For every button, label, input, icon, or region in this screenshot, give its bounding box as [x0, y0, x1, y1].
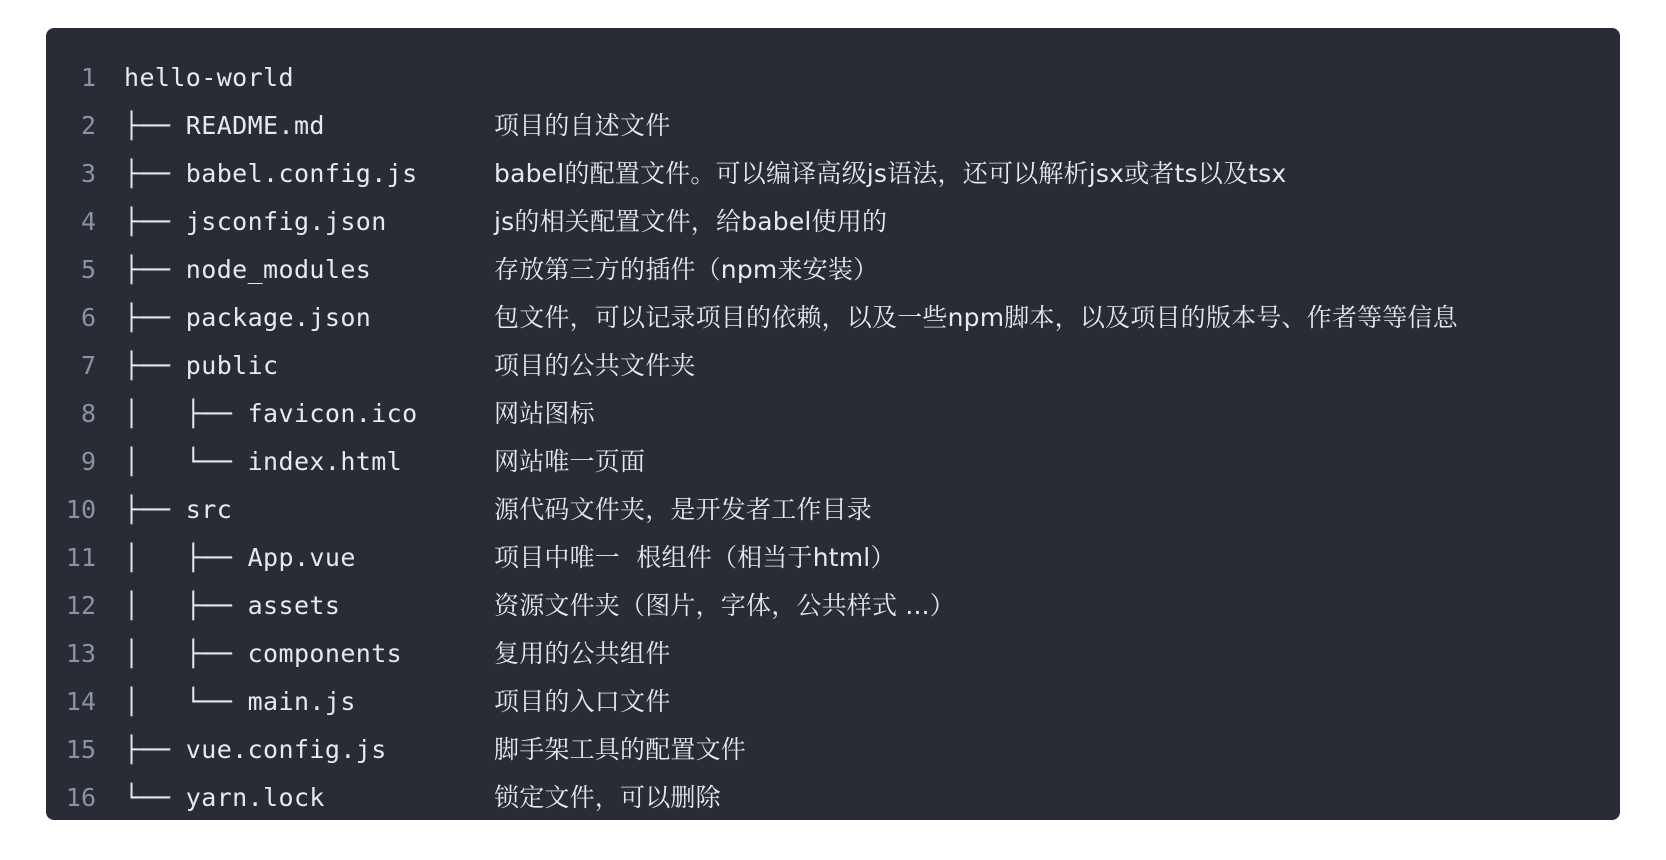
tree-entry-description: 脚手架工具的配置文件 — [494, 735, 747, 764]
code-line — [46, 630, 1620, 678]
tree-entry: │ └── index.html — [124, 447, 403, 476]
tree-entry-description: babel的配置文件。可以编译高级js语法，还可以解析jsx或者ts以及tsx — [494, 159, 1287, 188]
tree-entry: ├── README.md — [124, 111, 325, 140]
line-number: 15 — [65, 735, 96, 764]
tree-entry-description: 锁定文件，可以删除 — [494, 783, 721, 812]
line-number: 8 — [80, 399, 96, 428]
line-number: 14 — [65, 687, 96, 716]
tree-entry-description: 项目的自述文件 — [494, 111, 671, 140]
code-line — [46, 678, 1620, 726]
code-line — [46, 294, 1620, 342]
code-line — [46, 774, 1620, 820]
tree-entry: ├── package.json — [124, 303, 372, 332]
tree-entry: │ ├── assets — [124, 591, 341, 620]
line-number: 5 — [80, 255, 96, 284]
tree-entry-description: 网站图标 — [494, 399, 595, 428]
code-line — [46, 582, 1620, 630]
tree-entry-description: 网站唯一页面 — [494, 447, 646, 476]
tree-entry-description: 项目中唯一 根组件（相当于html） — [494, 543, 896, 572]
tree-entry-description: 包文件，可以记录项目的依赖，以及一些npm脚本，以及项目的版本号、作者等等信息 — [494, 303, 1458, 332]
code-line — [46, 390, 1620, 438]
line-number: 10 — [65, 495, 96, 524]
code-line — [46, 342, 1620, 390]
tree-entry: ├── public — [124, 351, 279, 380]
code-line — [46, 102, 1620, 150]
code-line — [46, 198, 1620, 246]
code-line — [46, 246, 1620, 294]
line-number: 2 — [80, 111, 96, 140]
line-number: 13 — [65, 639, 96, 668]
tree-entry-description: 源代码文件夹，是开发者工作目录 — [494, 495, 873, 524]
tree-entry-description: 存放第三方的插件（npm来安装） — [494, 255, 879, 284]
line-number: 12 — [65, 591, 96, 620]
tree-entry: │ ├── favicon.ico — [124, 399, 418, 428]
tree-entry: ├── vue.config.js — [124, 735, 387, 764]
tree-entry: │ ├── components — [124, 639, 403, 668]
line-number: 11 — [65, 543, 96, 572]
code-line — [46, 438, 1620, 486]
line-number: 1 — [80, 63, 96, 92]
code-line — [46, 54, 1620, 102]
tree-entry-description: js的相关配置文件，给babel使用的 — [494, 207, 888, 236]
tree-entry-description: 复用的公共组件 — [494, 639, 671, 668]
line-number: 7 — [80, 351, 96, 380]
line-number: 16 — [65, 783, 96, 812]
tree-entry-description: 资源文件夹（图片，字体，公共样式 ...） — [494, 591, 955, 620]
code-line — [46, 726, 1620, 774]
line-number: 3 — [80, 159, 96, 188]
code-line — [46, 486, 1620, 534]
tree-entry: │ ├── App.vue — [124, 543, 356, 572]
tree-entry: ├── src — [124, 495, 233, 524]
tree-entry-description: 项目的公共文件夹 — [494, 351, 696, 380]
tree-entry: └── yarn.lock — [124, 783, 325, 812]
code-line — [46, 150, 1620, 198]
tree-entry-description: 项目的入口文件 — [494, 687, 671, 716]
tree-entry: ├── babel.config.js — [124, 159, 418, 188]
tree-entry: ├── node_modules — [124, 255, 372, 284]
directory-tree-code-block — [46, 28, 1620, 820]
tree-entry: │ └── main.js — [124, 687, 356, 716]
line-number: 6 — [80, 303, 96, 332]
tree-entry: ├── jsconfig.json — [124, 207, 387, 236]
line-number: 4 — [80, 207, 96, 236]
line-number: 9 — [80, 447, 96, 476]
code-line — [46, 534, 1620, 582]
tree-entry: hello-world — [124, 63, 294, 92]
